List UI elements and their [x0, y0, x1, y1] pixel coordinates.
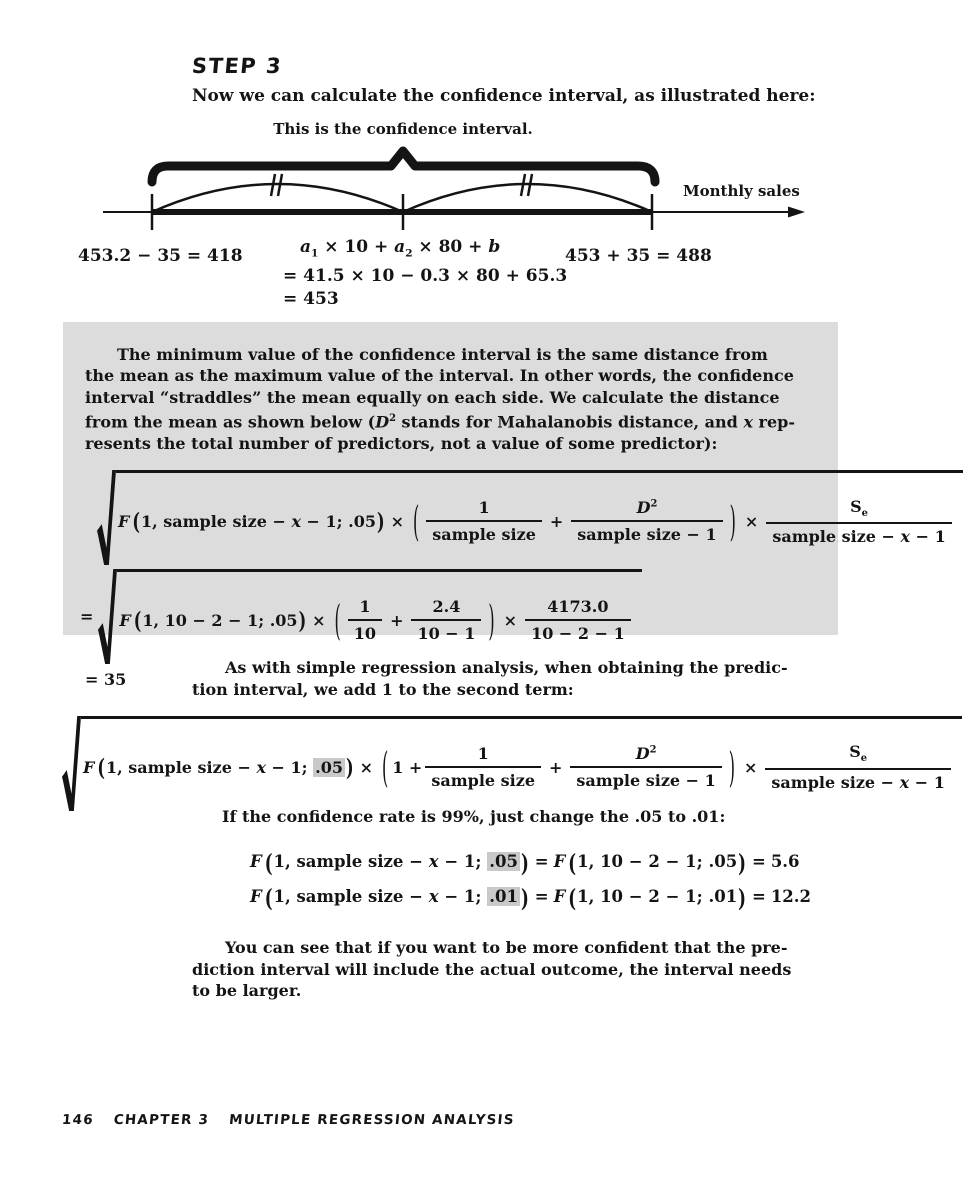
paren: )	[520, 849, 529, 878]
page-number: 146	[61, 1112, 95, 1128]
paren: (	[264, 849, 273, 878]
square-root: F ( 1, 10 − 2 − 1; .05 ) × ( $\frac{1}{10}$ + $\frac{2.4}{10 - 1}$ ) × $\frac{4173.0}{10 - 2 - 1}$	[98, 569, 641, 664]
axis-arrowhead	[788, 207, 805, 218]
fraction: $\frac{S_e}{\text{sample size − x − 1}}$	[766, 497, 951, 546]
radical-sign	[62, 716, 81, 811]
times-operator: ×	[312, 610, 326, 630]
equals-sign: =	[80, 607, 94, 627]
f-equation-95: F (1, sample size − x − 1; .05 ) = F (1, 10 − 2 − 1; .05) = 5.6	[250, 845, 811, 880]
intro-text: Now we can calculate the confidence interval, as illustrated here:	[192, 86, 816, 106]
page-footer	[61, 1112, 515, 1128]
fraction: $\frac{4173.0}{10 - 2 - 1}$	[525, 597, 631, 643]
fraction: $\frac{S_e}{\text{sample size − x − 1}}$	[765, 742, 950, 791]
square-root: F ( 1, sample size − x − 1; .05 ) × ( $\frac{1}{\text{sample size}}$ + $\frac{D^2}{\text{sample size − 1}}$ ) × $\frac{S_e}{\text{sample size − x − 1}}$	[97, 470, 963, 565]
f-variable: F	[118, 511, 130, 531]
fraction: $\frac{1}{10}$	[348, 597, 382, 643]
times-operator: ×	[744, 511, 759, 531]
confidence-interval-label: This is the confidence interval.	[273, 120, 533, 138]
times-operator: ×	[359, 757, 373, 777]
highlighted-alpha: .05	[315, 757, 343, 777]
paren: )	[738, 884, 746, 913]
plus-operator: +	[390, 610, 404, 630]
f-variable: F	[119, 610, 131, 630]
ci-distance-result: = 35	[85, 670, 127, 690]
mean-equation-line3: = 453	[283, 289, 339, 310]
mean-equation-line2: = 41.5 × 10 − 0.3 × 80 + 65.3	[283, 266, 568, 287]
radical-sign	[97, 470, 116, 565]
fraction: $\frac{D^2}{\text{sample size − 1}}$	[571, 498, 722, 544]
paren: (	[412, 497, 420, 546]
mean-equation-line1: $a_1 \times 10 + a_2 \times 80 + b$	[300, 237, 501, 260]
paren: )	[728, 742, 736, 792]
paren: (	[568, 884, 577, 913]
paren: )	[729, 497, 736, 546]
paren: )	[488, 596, 495, 645]
plus-operator: +	[549, 757, 563, 777]
chapter-label: CHAPTER 3	[113, 1112, 210, 1128]
paren: )	[520, 884, 529, 913]
f-value-equations	[250, 845, 811, 915]
explanation-paragraph: The minimum value of the confidence interval is the same distance from the mean as the maximum value of the interval. In other words, the confidence interval “straddles” the mean equally on each side. We calculate the distance from the mean as shown below ($D^2$ stands for Mahalanobis distance, and x rep- resents the total number of predictors, not a value of some predictor):	[85, 345, 795, 453]
paren: (	[132, 507, 140, 536]
paren: )	[738, 849, 746, 878]
fraction: $\frac{D^2}{\text{sample size − 1}}$	[570, 744, 721, 790]
paren: (	[133, 606, 142, 635]
radical-sign	[98, 569, 117, 664]
upper-bound-equation: 453 + 35 = 488	[565, 246, 712, 266]
axis-label: Monthly sales	[683, 182, 800, 200]
highlighted-alpha: .05	[489, 852, 518, 871]
mean-equation	[283, 236, 567, 311]
square-root: F ( 1, sample size − x − 1; .05 ) × ( 1 + $\frac{1}{\text{sample size}}$ + $\frac{D^2}{\text{sample size − 1}}$ ) × $\frac{S_e}{\text{sample size − x − 1}}$	[62, 716, 962, 811]
closing-paragraph: You can see that if you want to be more confident that the pre- diction interval will include the actual outcome, the interval needs to be larger.	[192, 938, 792, 1000]
times-operator: ×	[390, 511, 404, 531]
ci-distance-formula-numeric	[80, 569, 816, 664]
paren: )	[376, 507, 385, 536]
book-title: MULTIPLE REGRESSION ANALYSIS	[228, 1112, 516, 1128]
arc-left	[152, 184, 403, 212]
highlighted-alpha: .01	[489, 887, 518, 906]
times-operator: ×	[744, 757, 758, 777]
paren: )	[345, 753, 354, 781]
confidence-99-text: If the confidence rate is 99%, just change the .05 to .01:	[222, 807, 726, 826]
lower-bound-equation: 453.2 − 35 = 418	[78, 246, 243, 266]
fraction: $\frac{1}{\text{sample size}}$	[425, 744, 541, 790]
times-operator: ×	[503, 610, 518, 630]
brace	[152, 151, 655, 182]
plus-operator: +	[549, 511, 564, 531]
fraction: $\frac{1}{\text{sample size}}$	[426, 498, 542, 544]
arc-right	[403, 184, 652, 212]
paren: (	[381, 742, 389, 792]
f-equation-99: F (1, sample size − x − 1; .01 ) = F (1, 10 − 2 − 1; .01) = 12.2	[250, 880, 811, 915]
fraction: $\frac{2.4}{10 - 1}$	[411, 597, 481, 643]
step-heading: STEP 3	[190, 54, 284, 78]
paren: (	[97, 753, 105, 781]
prediction-interval-formula	[62, 716, 962, 811]
paren: (	[568, 849, 577, 878]
paren: (	[264, 884, 273, 913]
f-variable: F	[83, 757, 95, 777]
prediction-intro-paragraph: As with simple regression analysis, when obtaining the predic- tion interval, we add 1 to the second term:	[192, 658, 788, 699]
one-plus-term: 1 +	[392, 757, 423, 777]
paren: )	[298, 606, 307, 635]
ci-distance-formula-general	[97, 470, 946, 565]
paren: (	[334, 596, 341, 645]
